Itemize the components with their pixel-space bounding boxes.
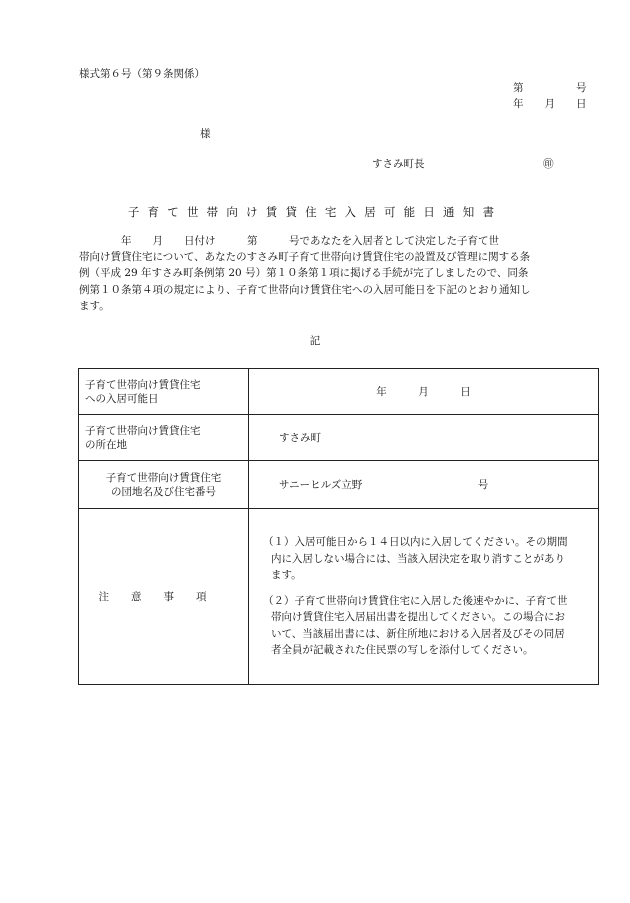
- complex-label: 子育て世帯向け賃貸住宅 の団地名及び住宅番号: [79, 461, 249, 509]
- addressee-suffix: 様: [200, 128, 211, 140]
- document-number: 第 号: [513, 82, 587, 94]
- notes-content: [249, 509, 599, 685]
- move-in-date-value: 年 月 日: [249, 369, 599, 415]
- body-line: 例第１０条第４項の規定により、子育て世帯向け賃貸住宅への入居可能日を下記のとおり通知し: [79, 283, 531, 296]
- table-row-location: [79, 415, 599, 461]
- ki-heading: 記: [309, 335, 321, 347]
- form-number: 様式第６号（第９条関係）: [79, 68, 205, 80]
- location-label: 子育て世帯向け賃貸住宅 の所在地: [79, 415, 249, 461]
- document-date: 年 月 日: [513, 98, 587, 110]
- body-line: 帯向け賃貸住宅について、あなたのすさみ町子育て世帯向け賃貸住宅の設置及び管理に関する条: [79, 251, 531, 264]
- note-item-2: （２）子育て世帯向け賃貸住宅に入居した後速やかに、子育て世 帯向け賃貸住宅入居届出書を提出してください。この場合にお いて、当該届出書には、新住所地における入居者及びその同居 者全員が記載された住民票の写しを添付してください。: [263, 594, 568, 657]
- note-item-1: （１）入居可能日から１４日以内に入居してください。その期間 内に入居しない場合には、当該入居決定を取り消すことがあり ます。: [263, 536, 568, 582]
- table-row-move-in-date: [79, 369, 599, 415]
- notes-label: 注意事項: [79, 509, 249, 685]
- seal-mark: ㊞: [543, 158, 554, 170]
- table-row-notes: [79, 509, 599, 685]
- body-line: ます。: [79, 299, 110, 312]
- body-paragraph: [79, 233, 599, 314]
- complex-value: サニーヒルズ立野 号: [249, 461, 599, 509]
- issuer-name: すさみ町長: [372, 158, 425, 170]
- document-title: 子育て世帯向け賃貸住宅入居可能日通知書: [127, 205, 503, 219]
- table-row-complex: [79, 461, 599, 509]
- move-in-date-label: 子育て世帯向け賃貸住宅 への入居可能日: [79, 369, 249, 415]
- location-value: すさみ町: [249, 415, 599, 461]
- info-table: [78, 368, 599, 685]
- body-line: 年 月 日付け 第 号であなたを入居者として決定した子育て世: [79, 235, 499, 247]
- body-line: 例（平成 29 年すさみ町条例第 20 号）第１０条第１項に掲げる手続が完了しましたので、同条: [79, 267, 529, 280]
